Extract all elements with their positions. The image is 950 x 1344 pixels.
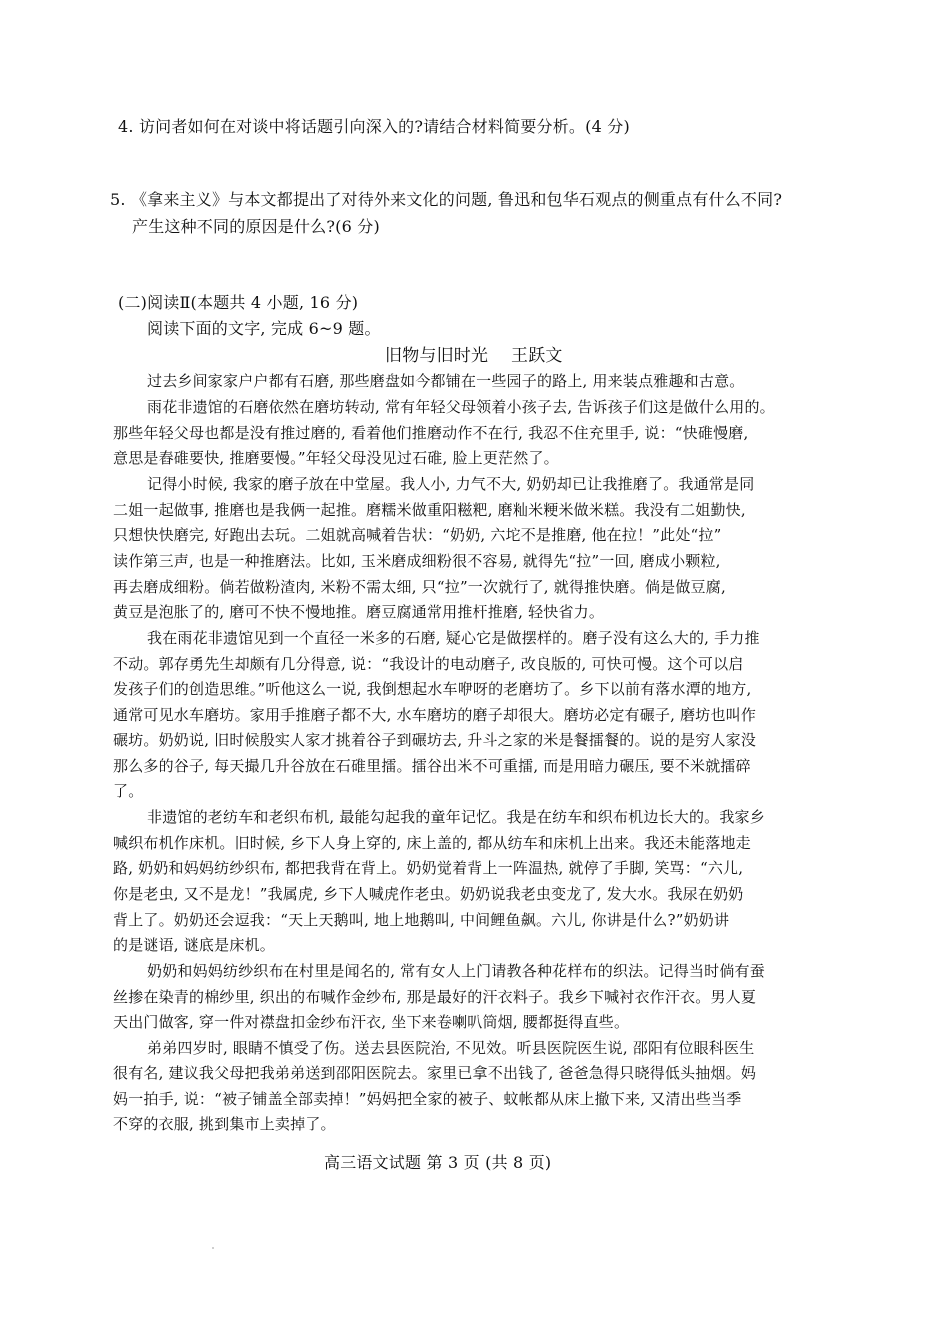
article-line: 路, 奶奶和妈妈纺纱织布, 都把我背在背上。奶奶觉着背上一阵温热, 就停了手脚, 笑骂：“六儿, xyxy=(113,859,744,877)
article-line: 天出门做客, 穿一件对襟盘扣金纱布汗衣, 坐下来卷喇叭筒烟, 腰都挺得直些。 xyxy=(113,1013,630,1031)
question-4: 4. 访问者如何在对谈中将话题引向深入的?请结合材料简要分析。(4 分) xyxy=(118,117,630,136)
question-5-line-1: 5. 《拿来主义》与本文都提出了对待外来文化的问题, 鲁迅和包华石观点的侧重点有什么不同? xyxy=(110,190,783,209)
article-line: 奶奶和妈妈纺纱织布在村里是闻名的, 常有女人上门请教各种花样布的织法。记得当时倘有蚕 xyxy=(147,962,765,980)
article-line: 那些年轻父母也都是没有推过磨的, 看着他们推磨动作不在行, 我忍不住充里手, 说：“快碓慢磨, xyxy=(113,424,749,442)
article-line: 碾坊。奶奶说, 旧时候殷实人家才挑着谷子到碾坊去, 升斗之家的米是餐擂餐的。说的是穷人家没 xyxy=(113,731,757,749)
article-title: 旧物与旧时光 王跃文 xyxy=(385,346,563,366)
article-line: 再去磨成细粉。倘若做粉渣肉, 米粉不需太细, 只“拉”一次就行了, 就得推快磨。倘是做豆腐, xyxy=(113,578,726,596)
article-line: 记得小时候, 我家的磨子放在中堂屋。我人小, 力气不大, 奶奶却已让我推磨了。我通常是同 xyxy=(147,475,755,493)
article-line: 妈一拍手, 说：“被子铺盖全部卖掉！”妈妈把全家的被子、蚊帐都从床上撤下来, 又清出些当季 xyxy=(113,1090,742,1108)
article-line: 不动。郭存勇先生却颇有几分得意, 说：“我设计的电动磨子, 改良版的, 可快可慢。这个可以启 xyxy=(113,655,744,673)
article-line: 丝掺在染青的棉纱里, 织出的布喊作金纱布, 那是最好的汗衣料子。我乡下喊衬衣作汗衣。男人夏 xyxy=(113,988,757,1006)
article-line: 二姐一起做事, 推磨也是我俩一起推。磨糯米做重阳糍粑, 磨籼米粳米做米糕。我没有二姐勤快, xyxy=(113,501,746,519)
article-line: 非遗馆的老纺车和老织布机, 最能勾起我的童年记忆。我是在纺车和织布机边长大的。我家乡 xyxy=(147,808,765,826)
scan-speck xyxy=(212,1247,214,1249)
article-line: 那么多的谷子, 每天撮几升谷放在石碓里擂。擂谷出米不可重擂, 而是用暗力碾压, 要不米就擂碎 xyxy=(113,757,751,775)
article-line: 的是谜语, 谜底是床机。 xyxy=(113,936,275,954)
article-line: 黄豆是泡胀了的, 磨可不快不慢地推。磨豆腐通常用推杆推磨, 轻快省力。 xyxy=(113,603,605,621)
article-line: 你是老虫, 又不是龙！”我属虎, 乡下人喊虎作老虫。奶奶说我老虫变龙了, 发大水。我尿在奶奶 xyxy=(113,885,744,903)
article-line: 不穿的衣服, 挑到集市上卖掉了。 xyxy=(113,1115,336,1133)
article-line: 意思是舂碓要快, 推磨要慢。”年轻父母没见过石碓, 脸上更茫然了。 xyxy=(113,449,559,467)
article-line: 雨花非遗馆的石磨依然在磨坊转动, 常有年轻父母领着小孩子去, 告诉孩子们这是做什么用的。 xyxy=(147,398,775,416)
article-line: 很有名, 建议我父母把我弟弟送到邵阳医院去。家里已拿不出钱了, 爸爸急得只晓得低头抽烟。妈 xyxy=(113,1064,757,1082)
article-line: 弟弟四岁时, 眼睛不慎受了伤。送去县医院治, 不见效。听县医院医生说, 邵阳有位眼科医生 xyxy=(147,1039,755,1057)
article-line: 我在雨花非遗馆见到一个直径一米多的石磨, 疑心它是做摆样的。磨子没有这么大的, 手力推 xyxy=(147,629,760,647)
article-line: 背上了。奶奶还会逗我：“天上天鹅叫, 地上地鹅叫, 中间鲤鱼飙。六儿, 你讲是什么?”奶奶讲 xyxy=(113,911,730,929)
section-heading: (二)阅读Ⅱ(本题共 4 小题, 16 分) xyxy=(118,293,359,312)
question-5-line-2: 产生这种不同的原因是什么?(6 分) xyxy=(132,217,380,236)
section-instruction: 阅读下面的文字, 完成 6~9 题。 xyxy=(147,319,381,338)
article-line: 通常可见水车磨坊。家用手推磨子都不大, 水车磨坊的磨子却很大。磨坊必定有碾子, 磨坊也叫作 xyxy=(113,706,757,724)
article-line: 只想快快磨完, 好跑出去玩。二姐就高喊着告状：“奶奶, 六坨不是推磨, 他在拉！”此处“拉” xyxy=(113,526,722,544)
article-line: 过去乡间家家户户都有石磨, 那些磨盘如今都铺在一些园子的路上, 用来装点雅趣和古意。 xyxy=(147,372,745,390)
article-line: 喊织布机作床机。旧时候, 乡下人身上穿的, 床上盖的, 都从纺车和床机上出来。我还未能落地走 xyxy=(113,834,751,852)
article-line: 读作第三声, 也是一种推磨法。比如, 玉米磨成细粉很不容易, 就得先“拉”一回, 磨成小颗粒, xyxy=(113,552,721,570)
article-line: 发孩子们的创造思维。”听他这么一说, 我倒想起水车咿呀的老磨坊了。乡下以前有落水潭的地方, xyxy=(113,680,752,698)
page-footer: 高三语文试题 第 3 页 (共 8 页) xyxy=(324,1153,552,1172)
article-line: 了。 xyxy=(113,782,144,800)
